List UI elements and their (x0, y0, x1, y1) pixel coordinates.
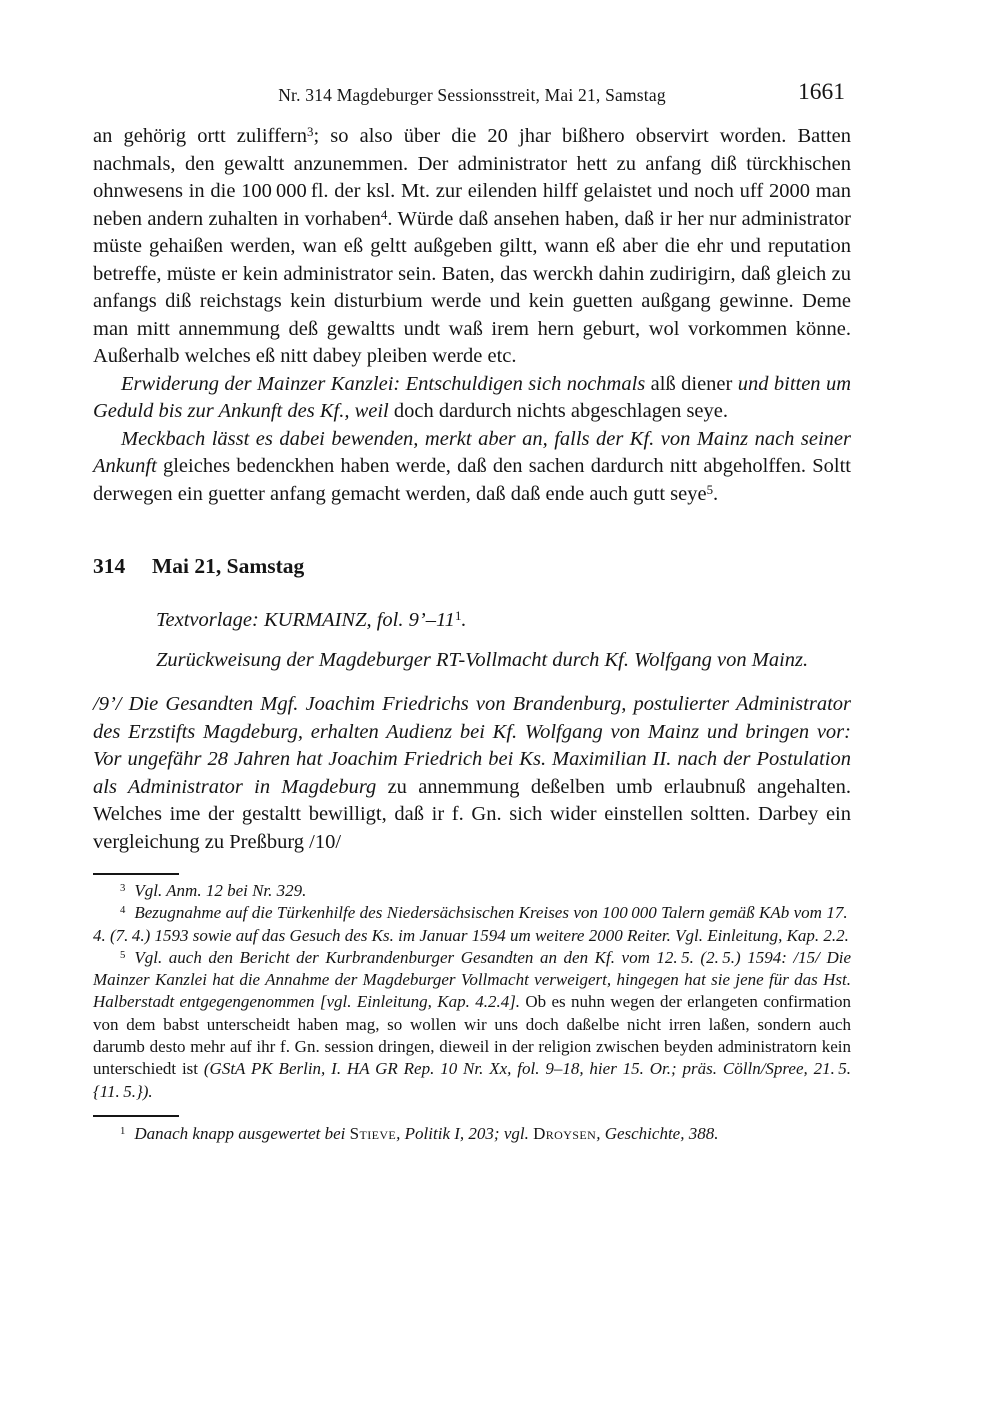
apparatus-block (156, 607, 851, 674)
footnote-3 (93, 880, 851, 902)
paragraph-continuation: an gehörig ortt zuliffern$^3$; so also über die 20 jhar bißhero observirt worden. Batten nachmals, den gewaltt anzunemmen. Der administrator hett zu anfang diß türckhischen ohnwesens in die 100 000 fl. der ksl. Mt. zur eilenden hilff gelaistet und noch uff 2000 man neben andern zuhalten in vorhaben$^4$. Würde daß ansehen haben, daß ir her nur administrator müste gehaißen werden, wan eß geltt außgeben giltt, wann eß aber die ehr und reputation betreffe, müste er kein administrator sein. Baten, das werckh dahin zudirigirn, daß gleich zu anfangs diß reichstags kein disturbium werde und kein guetten außgang gewinne. Deme man mitt annemmung deß gewaltts undt waß irem hern geburt, wol vorkommen könne. Außerhalb welches eß nitt dabey pleiben werde etc. (93, 124, 851, 367)
footnote-1 (93, 1123, 851, 1145)
footnote-block (93, 880, 851, 1103)
textvorlage-note-block (93, 1123, 851, 1145)
footnote-4-text: Bezugnahme auf die Türkenhilfe des Niedersächsischen Kreises von 100 000 Talern gemäß KAb vom 17. 4. (7. 4.) 1593 sowie auf das Gesuch des Ks. im Januar 1594 um weitere 2000 Reiter. Vgl. Einleitung, Kap. 2.2. (93, 903, 851, 945)
section-title: Mai 21, Samstag (152, 554, 305, 578)
regest-summary: Zurückweisung der Magdeburger RT-Vollmacht durch Kf. Wolfgang von Mainz. (156, 648, 809, 671)
running-head (93, 79, 851, 108)
footnote-5 (93, 947, 851, 1103)
paragraph-erwiderung: Erwiderung der Mainzer Kanzlei: Entschuldigen sich nochmals alß diener und bitten um Geduld bis zur Ankunft des Kf., weil doch dardurch nichts abgeschlagen seye. (93, 372, 852, 422)
textvorlage-line: Textvorlage: KURMAINZ, fol. $9’-11^1$. (156, 608, 467, 631)
footnote-1-marker: 1 (120, 1125, 126, 1138)
section-body-paragraph: /9’/ Die Gesandten Mgf. Joachim Friedrichs von Brandenburg, postulierter Administrator des Erzstifts Magdeburg, erhalten Audienz bei Kf. Wolfgang von Mainz und bringen vor: Vor ungefähr 28 Jahren hat Joachim Friedrich bei Ks. Maximilian II. nach der Postulation als Administrator in Magdeburg zu annemmung deßelben umb erlaubnuß angehalten. Welches ime der gestaltt bewilligt, daß ir f. Gn. sich wider einstellen soltten. Darbey ein vergleichung zu Preßburg /10/ (93, 693, 852, 853)
footnote-separator-rule (93, 873, 179, 875)
page-number: 1661 (798, 79, 845, 105)
section-number: 314 (93, 554, 126, 578)
footnote-4-marker: 4 (120, 904, 126, 917)
running-title: Nr. 314 Magdeburger Sessionsstreit, Mai 21, Samstag (278, 85, 666, 105)
footnote-3-text: Vgl. Anm. 12 bei Nr. 329. (134, 881, 307, 900)
footnote-5-marker: 5 (120, 949, 126, 962)
footnote-1-text: Danach knapp ausgewertet bei Stieve, Politik I, 203; vgl. Droysen, Geschichte, 388. (134, 1123, 719, 1143)
text-column (93, 79, 852, 1145)
footnote-3-marker: 3 (120, 882, 126, 895)
footnote-5-text: Vgl. auch den Bericht der Kurbrandenburger Gesandten an den Kf. vom 12. 5. (2. 5.) 1594: /15/ Die Mainzer Kanzlei hat die Annahme der Magdeburger Vollmacht verweigert, hingegen hat sie jene für das Hst. Halberstadt entgegengenommen [vgl. Einleitung, Kap. 4.2.4]. Ob es nuhn wegen der erlangeten confirmation von dem babst unterscheidt haben mag, so wollen wir uns doch daßelbe nicht irren laßen, sondern auch darumb desto mehr auf ihr f. Gn. session dringen, dieweil in der religion zwischen beyden administratorn kein unterschiedt ist (GStA PK Berlin, I. HA GR Rep. 10 Nr. Xx, fol. 9–18, hier 15. Or.; präs. Cölln/Spree, 21. 5. {11. 5.}). (93, 947, 851, 1101)
textvorlage-note-separator-rule (93, 1115, 179, 1117)
footnote-4 (93, 902, 851, 947)
main-text-block (93, 123, 851, 508)
paragraph-meckbach: Meckbach lässt es dabei bewenden, merkt aber an, falls der Kf. von Mainz nach seiner Ankunft gleiches bedenckhen haben werde, daß den sachen dardurch nitt abgeholffen. Soltt derwegen ein guetter anfang gemacht werden, daß daß ende auch gutt seye$^5$. (93, 427, 851, 505)
section-heading (93, 552, 851, 580)
